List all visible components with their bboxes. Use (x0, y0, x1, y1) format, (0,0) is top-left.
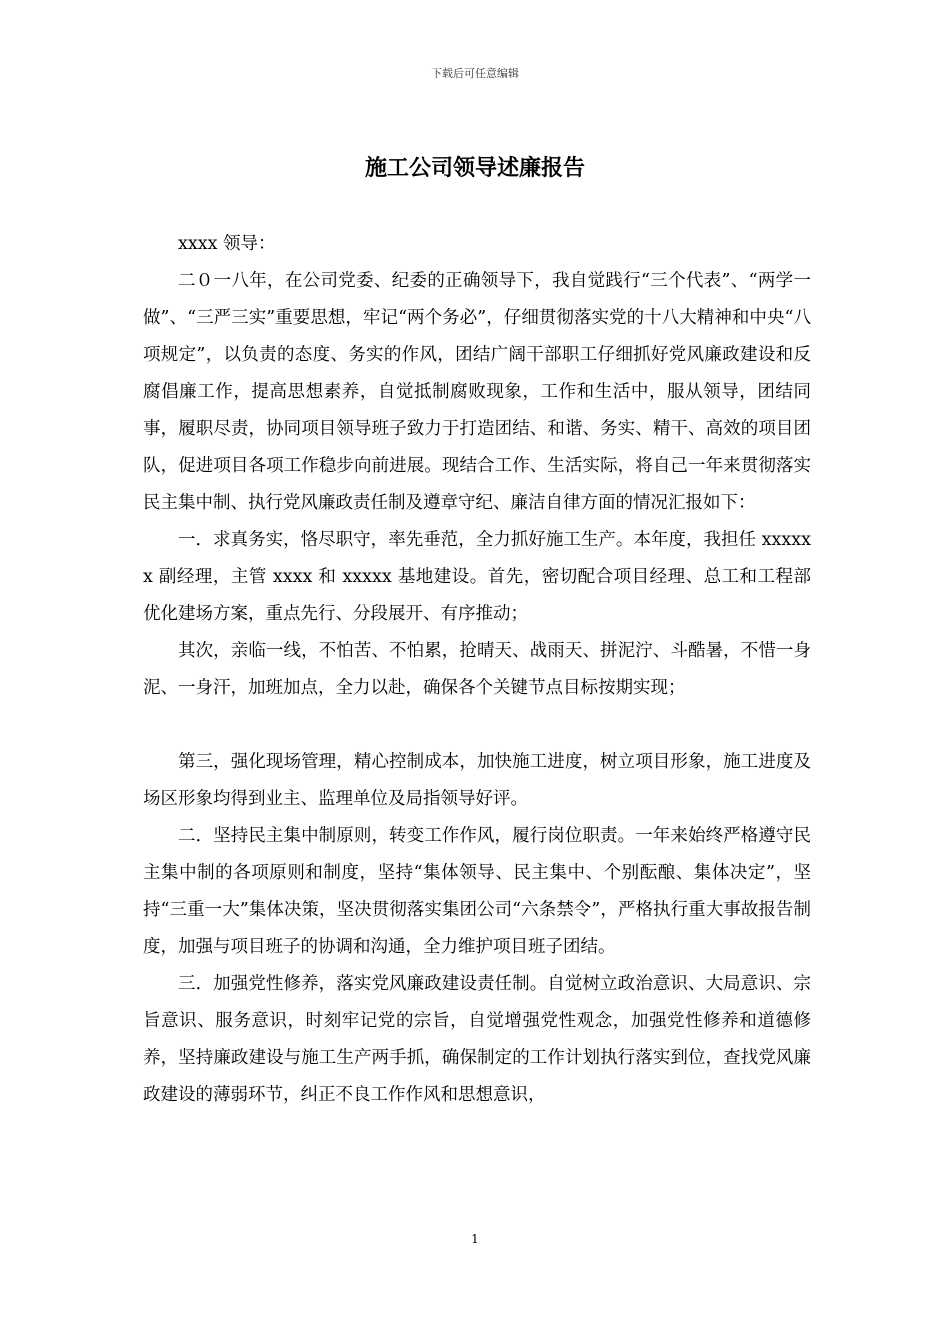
paragraph-intro: 二０一八年，在公司党委、纪委的正确领导下，我自觉践行“三个代表”、“两学一做”、“三严三实”重要思想，牢记“两个务必”，仔细贯彻落实党的十八大精神和中央“八项规定”，以负责的态度、务实的作风，团结广阔干部职工仔细抓好党风廉政建设和反腐倡廉工作，提高思想素养，自觉抵制腐败现象，工作和生活中，服从领导，团结同事，履职尽责，协同项目领导班子致力于打造团结、和谐、务实、精干、高效的项目团队，促进项目各项工作稳步向前进展。现结合工作、生活实际，将自己一年来贯彻落实民主集中制、执行党风廉政责任制及遵章守纪、廉洁自律方面的情况汇报如下： (143, 271, 811, 513)
paragraph-section-three: 三．加强党性修养，落实党风廉政建设责任制。自觉树立政治意识、大局意识、宗旨意识、服务意识，时刻牢记党的宗旨，自觉增强党性观念，加强党性修养和道德修养，坚持廉政建设与施工生产两手抓，确保制定的工作计划执行落实到位，查找党风廉政建设的薄弱环节，纠正不良工作作风和思想意识， (143, 974, 811, 1105)
document-body (143, 226, 811, 1114)
paragraph-section-one: 一．求真务实，恪尽职守，率先垂范，全力抓好施工生产。本年度，我担任 xxxxxx 副经理，主管 xxxx 和 xxxxx 基地建设。首先，密切配合项目经理、总工和工程部优化建场方案，重点先行、分段展开、有序推动； (143, 530, 811, 624)
paragraph-secondly: 其次，亲临一线，不怕苦、不怕累，抢晴天、战雨天、拼泥泞、斗酷暑，不惜一身泥、一身汗，加班加点，全力以赴，确保各个关键节点目标按期实现； (143, 641, 811, 698)
paragraph-section-two: 二．坚持民主集中制原则，转变工作作风，履行岗位职责。一年来始终严格遵守民主集中制的各项原则和制度，坚持“集体领导、民主集中、个别酝酿、集体决定”，坚持“三重一大”集体决策，坚决贯彻落实集团公司“六条禁令”，严格执行重大事故报告制度，加强与项目班子的协调和沟通，全力维护项目班子团结。 (143, 826, 811, 957)
page-number: 1 (471, 1232, 479, 1246)
document-title: 施工公司领导述廉报告 (364, 155, 585, 181)
paragraph-thirdly: 第三，强化现场管理，精心控制成本，加快施工进度，树立项目形象，施工进度及场区形象均得到业主、监理单位及局指领导好评。 (143, 752, 811, 809)
salutation: xxxx 领导： (178, 234, 276, 254)
header-note: 下载后可任意编辑 (431, 67, 519, 80)
